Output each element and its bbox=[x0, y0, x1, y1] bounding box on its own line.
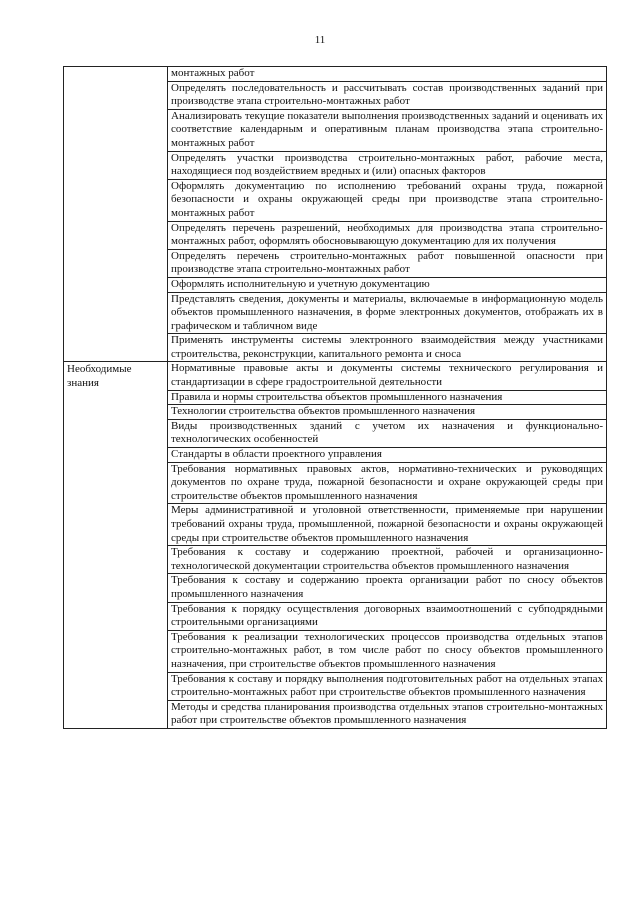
table-cell: Виды производственных зданий с учетом их назначения и функционально-технологических особенностей bbox=[168, 419, 607, 447]
table-cell: Анализировать текущие показатели выполнения производственных заданий и оценивать их соответствие календарным и оперативным планам производства этапа строительно-монтажных работ bbox=[168, 109, 607, 151]
table-cell: Представлять сведения, документы и материалы, включаемые в информационную модель объектов промышленного назначения, в форме электронных документов, отображать их в графическом и табличном виде bbox=[168, 292, 607, 334]
table-cell: монтажных работ bbox=[168, 67, 607, 82]
table-cell: Требования к порядку осуществления договорных взаимоотношений с субподрядными строительными организациями bbox=[168, 602, 607, 630]
skills-label-cell bbox=[64, 67, 168, 362]
table-cell: Применять инструменты системы электронного взаимодействия между участниками строительства, реконструкции, капитального ремонта и сноса bbox=[168, 334, 607, 362]
knowledge-label: Необходимые знания bbox=[67, 363, 132, 390]
table-cell: Оформлять исполнительную и учетную документацию bbox=[168, 277, 607, 292]
knowledge-label-cell bbox=[64, 362, 168, 728]
table-cell: Меры административной и уголовной ответственности, применяемые при нарушении требований охраны труда, промышленной, пожарной безопасности и охраны окружающей среды при строительстве объектов промышленного назначения bbox=[168, 504, 607, 546]
table-cell: Определять перечень разрешений, необходимых для производства этапа строительно-монтажных работ, оформлять обосновывающую документацию для их получения bbox=[168, 221, 607, 249]
table-cell: Определять участки производства строительно-монтажных работ, рабочие места, находящиеся под воздействием вредных и (или) опасных факторов bbox=[168, 151, 607, 179]
table-row bbox=[64, 67, 607, 82]
table-cell: Правила и нормы строительства объектов промышленного назначения bbox=[168, 390, 607, 405]
table-cell: Определять перечень строительно-монтажных работ повышенной опасности при производстве этапа строительно-монтажных работ bbox=[168, 249, 607, 277]
table-cell: Требования к составу и содержанию проекта организации работ по сносу объектов промышленного назначения bbox=[168, 574, 607, 602]
table-cell: Требования к реализации технологических процессов производства отдельных этапов строительно-монтажных работ, в том числе работ по сносу объектов промышленного назначения, при строительстве объектов промышленного назначения bbox=[168, 630, 607, 672]
page-number: 11 bbox=[314, 34, 326, 46]
table-cell: Требования к составу и содержанию проектной, рабочей и организационно-технологической документации строительства объектов промышленного назначения bbox=[168, 546, 607, 574]
table-cell: Технологии строительства объектов промышленного назначения bbox=[168, 405, 607, 420]
table-cell: Методы и средства планирования производства отдельных этапов строительно-монтажных работ при строительстве объектов промышленного назначения bbox=[168, 700, 607, 728]
requirements-table bbox=[63, 66, 607, 729]
table-row bbox=[64, 362, 607, 390]
table-cell: Определять последовательность и рассчитывать состав производственных заданий при производстве этапа строительно-монтажных работ bbox=[168, 81, 607, 109]
table-cell: Требования нормативных правовых актов, нормативно-технических и руководящих документов по охране труда, пожарной безопасности и охране окружающей среды при строительстве объектов промышленного назначения bbox=[168, 462, 607, 504]
table-cell: Требования к составу и порядку выполнения подготовительных работ на отдельных этапах строительно-монтажных работ при строительстве объектов промышленного назначения bbox=[168, 672, 607, 700]
table-cell: Стандарты в области проектного управления bbox=[168, 448, 607, 463]
table-cell: Оформлять документацию по исполнению требований охраны труда, пожарной безопасности и охраны окружающей среды при производстве этапа строительно-монтажных работ bbox=[168, 179, 607, 221]
table-cell: Нормативные правовые акты и документы системы технического регулирования и стандартизации в сфере градостроительной деятельности bbox=[168, 362, 607, 390]
